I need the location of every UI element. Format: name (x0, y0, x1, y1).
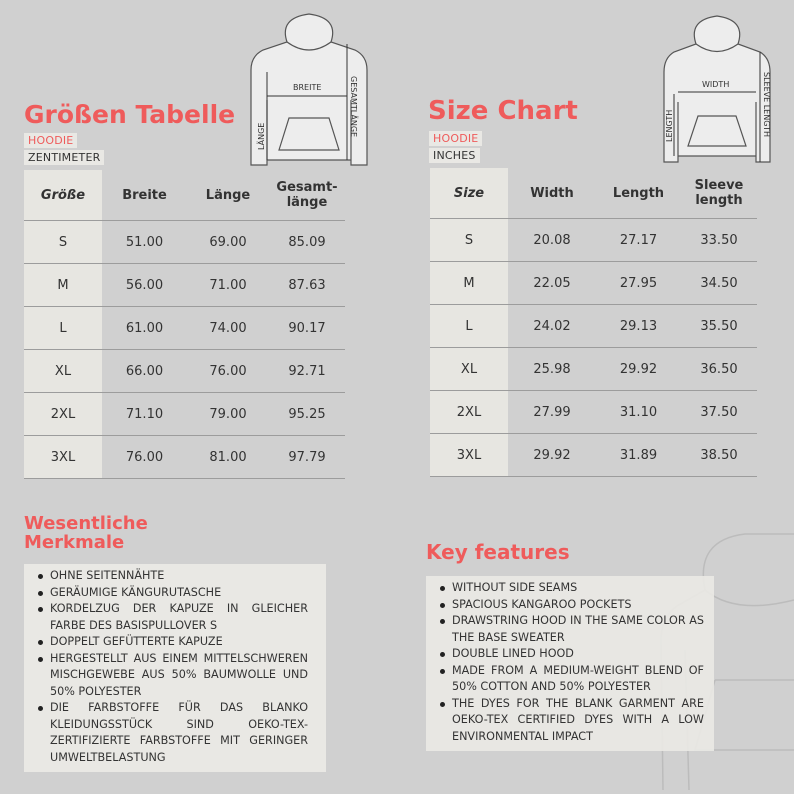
cell-value: 79.00 (187, 393, 269, 436)
list-item: DIE FARBSTOFFE FÜR DAS BLANKO KLEIDUNGSSTÜCK SIND OEKO-TEX-ZERTIFIZIERTE FARBSTOFFE MIT GERINGER UMWELTBELASTUNG (50, 700, 308, 766)
cell-value: 61.00 (102, 307, 187, 350)
cell-size: XL (24, 350, 102, 393)
table-row (430, 219, 757, 262)
table-header-row (430, 168, 757, 219)
list-item: DOUBLE LINED HOOD (452, 646, 704, 663)
cell-value: 71.00 (187, 264, 269, 307)
cell-size: 3XL (24, 436, 102, 479)
left-features-title (24, 514, 148, 552)
cell-value: 35.50 (681, 305, 757, 348)
list-item: MADE FROM A MEDIUM-WEIGHT BLEND OF 50% COTTON AND 50% POLYESTER (452, 663, 704, 696)
cell-value: 85.09 (269, 221, 345, 264)
cell-size: 2XL (24, 393, 102, 436)
header-length: Length (596, 168, 681, 219)
cell-value: 90.17 (269, 307, 345, 350)
cell-value: 33.50 (681, 219, 757, 262)
header-sleeve-length: Sleeve length (681, 168, 757, 219)
cell-size: S (430, 219, 508, 262)
table-row (430, 305, 757, 348)
cell-value: 37.50 (681, 391, 757, 434)
cell-value: 31.10 (596, 391, 681, 434)
cell-value: 20.08 (508, 219, 596, 262)
cell-value: 71.10 (102, 393, 187, 436)
right-hoodie-icon (660, 14, 775, 166)
cell-value: 87.63 (269, 264, 345, 307)
table-row (24, 436, 345, 479)
cell-value: 95.25 (269, 393, 345, 436)
cell-value: 27.99 (508, 391, 596, 434)
right-size-table (430, 168, 757, 477)
right-length-label: LENGTH (665, 109, 674, 142)
table-row (430, 262, 757, 305)
table-row (24, 393, 345, 436)
left-features-panel (24, 564, 326, 772)
cell-value: 74.00 (187, 307, 269, 350)
header-width: Width (508, 168, 596, 219)
table-row (430, 434, 757, 477)
table-row (24, 307, 345, 350)
table-row (24, 221, 345, 264)
cell-value: 97.79 (269, 436, 345, 479)
cell-value: 92.71 (269, 350, 345, 393)
cell-value: 34.50 (681, 262, 757, 305)
cell-size: 2XL (430, 391, 508, 434)
list-item: DRAWSTRING HOOD IN THE SAME COLOR AS THE BASE SWEATER (452, 613, 704, 646)
right-width-label: WIDTH (702, 80, 730, 89)
cell-size: XL (430, 348, 508, 391)
cell-size: L (430, 305, 508, 348)
right-product-tag: HOODIE (429, 131, 482, 146)
header-length: Länge (187, 170, 269, 221)
right-unit-tag: INCHES (429, 148, 480, 163)
table-row (430, 348, 757, 391)
header-size: Size (430, 168, 508, 219)
list-item: SPACIOUS KANGAROO POCKETS (452, 597, 704, 614)
cell-value: 66.00 (102, 350, 187, 393)
table-row (24, 350, 345, 393)
cell-value: 29.92 (596, 348, 681, 391)
left-title: Größen Tabelle (24, 100, 236, 129)
left-length-label: LÄNGE (257, 122, 266, 150)
header-size: Größe (24, 170, 102, 221)
cell-value: 76.00 (102, 436, 187, 479)
table-header-row (24, 170, 345, 221)
header-width: Breite (102, 170, 187, 221)
list-item: WITHOUT SIDE SEAMS (452, 580, 704, 597)
right-features-title: Key features (426, 540, 570, 564)
cell-value: 29.13 (596, 305, 681, 348)
left-size-table (24, 170, 345, 479)
cell-value: 81.00 (187, 436, 269, 479)
left-total-length-label: GESAMTLÄNGE (349, 76, 358, 138)
cell-size: M (430, 262, 508, 305)
cell-size: M (24, 264, 102, 307)
list-item: HERGESTELLT AUS EINEM MITTELSCHWEREN MISCHGEWEBE AUS 50% BAUMWOLLE UND 50% POLYESTER (50, 651, 308, 701)
right-title: Size Chart (428, 96, 578, 126)
cell-value: 36.50 (681, 348, 757, 391)
cell-value: 51.00 (102, 221, 187, 264)
header-total-length: Gesamt- länge (269, 170, 345, 221)
right-features-panel (426, 576, 714, 751)
cell-value: 29.92 (508, 434, 596, 477)
cell-size: S (24, 221, 102, 264)
list-item: OHNE SEITENNÄHTE (50, 568, 308, 585)
cell-value: 31.89 (596, 434, 681, 477)
cell-value: 76.00 (187, 350, 269, 393)
cell-value: 25.98 (508, 348, 596, 391)
left-width-label: BREITE (293, 83, 322, 92)
left-features-title-line1: Wesentliche (24, 513, 148, 534)
cell-value: 69.00 (187, 221, 269, 264)
cell-value: 38.50 (681, 434, 757, 477)
cell-value: 22.05 (508, 262, 596, 305)
list-item: GERÄUMIGE KÄNGURUTASCHE (50, 585, 308, 602)
cell-value: 56.00 (102, 264, 187, 307)
left-features-title-line2: Merkmale (24, 532, 125, 553)
left-unit-tag: ZENTIMETER (24, 150, 104, 165)
cell-value: 27.17 (596, 219, 681, 262)
table-row (24, 264, 345, 307)
right-sleeve-length-label: SLEEVE LENGTH (762, 72, 771, 138)
list-item: KORDELZUG DER KAPUZE IN GLEICHER FARBE DES BASISPULLOVER S (50, 601, 308, 634)
cell-size: 3XL (430, 434, 508, 477)
cell-value: 24.02 (508, 305, 596, 348)
list-item: THE DYES FOR THE BLANK GARMENT ARE OEKO-TEX CERTIFIED DYES WITH A LOW ENVIRONMENTAL IMPACT (452, 696, 704, 746)
left-hoodie-icon (247, 10, 372, 170)
table-row (430, 391, 757, 434)
cell-size: L (24, 307, 102, 350)
left-product-tag: HOODIE (24, 133, 77, 148)
cell-value: 27.95 (596, 262, 681, 305)
list-item: DOPPELT GEFÜTTERTE KAPUZE (50, 634, 308, 651)
